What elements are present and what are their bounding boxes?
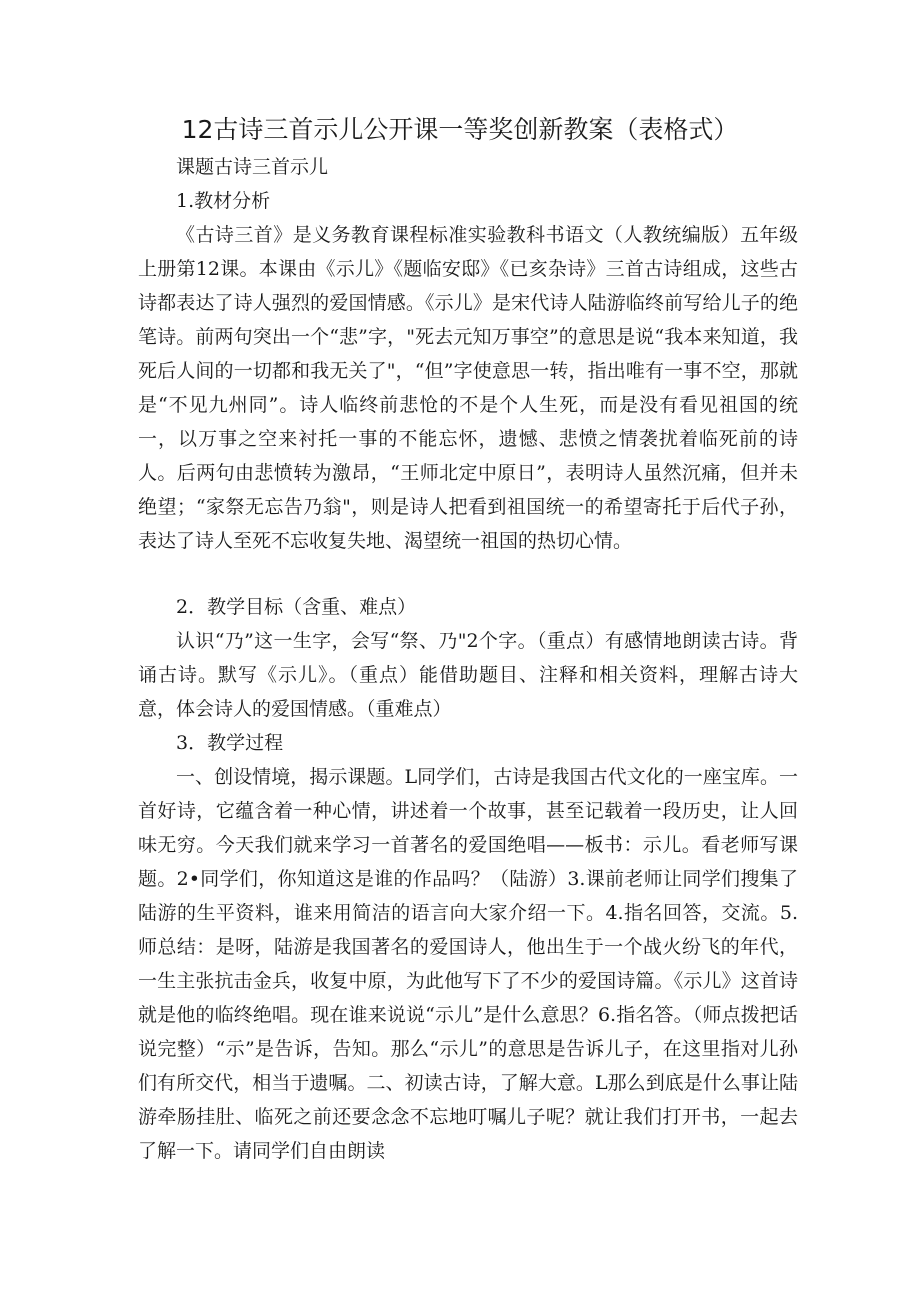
section-heading-textbook-analysis: 1.教材分析 <box>176 190 271 212</box>
section-body-teaching-objectives: 认识“乃”这一生字，会写“祭、乃"2个字。（重点）有感情地朗读古诗。背诵古诗。默写《示儿》。（重点）能借助题目、注释和相关资料，理解古诗大意，体会诗人的爱国情感。（重难点） <box>138 630 798 720</box>
section-heading-teaching-objectives: 2．教学目标（含重、难点） <box>176 596 417 618</box>
section-body-textbook-analysis: 《古诗三首》是义务教育课程标准实验教科书语文（人教统编版）五年级上册第12课。本课由《示儿》《题临安邸》《已亥杂诗》三首古诗组成，这些古诗都表达了诗人强烈的爱国情感。《示儿》是宋代诗人陆游临终前写给儿子的绝笔诗。前两句突出一个“悲”字，"死去元知万事空”的意思是说“我本来知道，我死后人间的一切都和我无关了"，“但”字使意思一转，指出唯有一事不空，那就是“不见九州同”。诗人临终前悲怆的不是个人生死，而是没有看见祖国的统一，以万事之空来衬托一事的不能忘怀，遗憾、悲愤之情袭扰着临死前的诗人。后两句由悲愤转为激昂，“王师北定中原日”，表明诗人虽然沉痛，但并未绝望；“家祭无忘告乃翁"，则是诗人把看到祖国统一的希望寄托于后代子孙，表达了诗人至死不忘收复失地、渴望统一祖国的热切心情。 <box>138 224 798 552</box>
section-body-teaching-process: 一、创设情境，揭示课题。L同学们，古诗是我国古代文化的一座宝库。一首好诗，它蕴含着一种心情，讲述着一个故事，甚至记载着一段历史，让人回味无穷。今天我们就来学习一首著名的爱国绝唱——板书：示儿。看老师写课题。2•同学们，你知道这是谁的作品吗？（陆游）3.课前老师让同学们搜集了陆游的生平资料，谁来用简洁的语言向大家介绍一下。4.指名回答，交流。5.师总结：是呀，陆游是我国著名的爱国诗人，他出生于一个战火纷飞的年代，一生主张抗击金兵，收复中原，为此他写下了不少的爱国诗篇。《示儿》这首诗就是他的临终绝唱。现在谁来说说“示儿”是什么意思？6.指名答。（师点拨把话说完整）“示”是告诉，告知。那么“示儿”的意思是告诉儿子，在这里指对儿孙们有所交代，相当于遗嘱。二、初读古诗，了解大意。L那么到底是什么事让陆游牵肠挂肚、临死之前还要念念不忘地叮嘱儿子呢？就让我们打开书，一起去了解一下。请同学们自由朗读 <box>138 766 798 1162</box>
section-heading-teaching-process: 3．教学过程 <box>176 732 284 754</box>
lesson-topic-line: 课题古诗三首示儿 <box>176 156 329 178</box>
document-title: 12古诗三首示儿公开课一等奖创新教案（表格式） <box>181 115 739 144</box>
